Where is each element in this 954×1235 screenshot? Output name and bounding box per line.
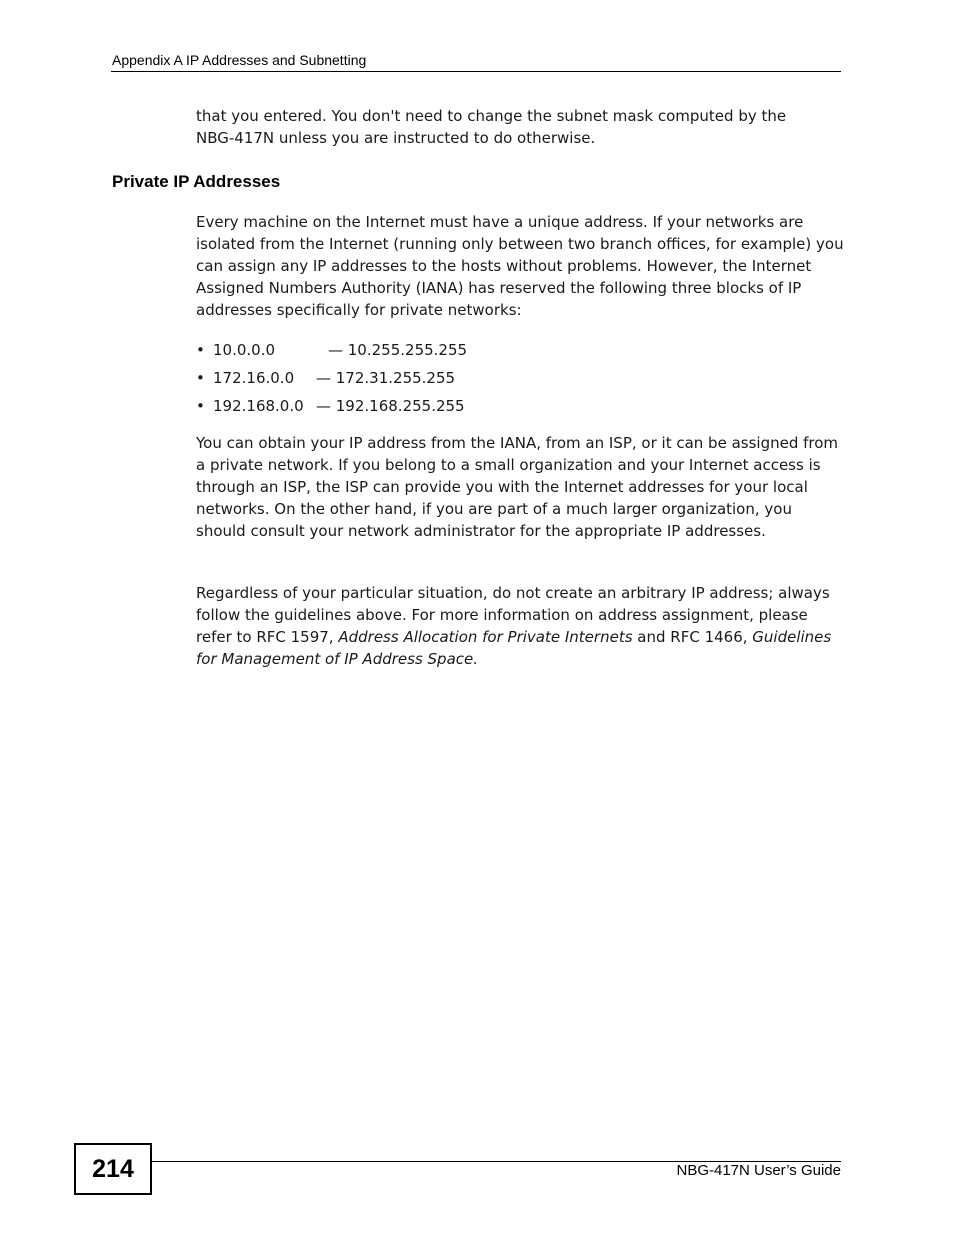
bullet-dot: • [196, 341, 205, 359]
bullet-dot: • [196, 397, 205, 415]
running-header: Appendix A IP Addresses and Subnetting [112, 52, 367, 68]
header-rule [111, 71, 841, 72]
list-item [196, 395, 467, 423]
range-end: — 172.31.255.255 [316, 369, 456, 387]
rfc-1466-title: Guidelines for Management of IP Address Space. [196, 628, 832, 668]
intro-line-1: that you entered. You don't need to change the subnet mask computed by the [196, 107, 787, 125]
bullet-dot: • [196, 369, 205, 387]
list-item [196, 339, 467, 367]
intro-line-2: NBG-417N unless you are instructed to do otherwise. [196, 129, 596, 147]
rfc-text-middle: and RFC 1466, [632, 628, 753, 646]
range-start: 10.0.0.0 [213, 341, 276, 359]
range-end: — 192.168.255.255 [316, 397, 465, 415]
range-end: — 10.255.255.255 [328, 341, 468, 359]
private-ip-range-list [196, 339, 467, 423]
range-start: 172.16.0.0 [213, 369, 295, 387]
footer-guide-title: NBG-417N User’s Guide [676, 1162, 841, 1179]
ip-address-sources-paragraph: You can obtain your IP address from the IANA, from an ISP, or it can be assigned from a private network. If you belong to a small organization and your Internet access is through an ISP, the ISP can provide you with the Internet addresses for your local networks. On the other hand, if you are part of a much larger organization, you should consult your network administrator for the appropriate IP addresses. [196, 434, 839, 540]
private-ip-intro-paragraph: Every machine on the Internet must have a unique address. If your networks are isolated from the Internet (running only between two branch offices, for example) you can assign any IP addresses to the hosts without problems. However, the Internet Assigned Numbers Authority (IANA) has reserved the following three blocks of IP addresses specifically for private networks: [196, 213, 844, 319]
section-heading: Private IP Addresses [112, 172, 281, 191]
page-number: 214 [74, 1143, 152, 1195]
range-start: 192.168.0.0 [213, 397, 304, 415]
rfc-text-before: Regardless of your particular situation, do not create an arbitrary IP address; always follow the guidelines above. For more information on address assignment, please refer to RFC 1597, [196, 584, 830, 646]
intro-paragraph [196, 105, 846, 149]
list-item [196, 367, 467, 395]
rfc-1597-title: Address Allocation for Private Internets [338, 628, 633, 646]
rfc-reference-paragraph [196, 582, 846, 670]
